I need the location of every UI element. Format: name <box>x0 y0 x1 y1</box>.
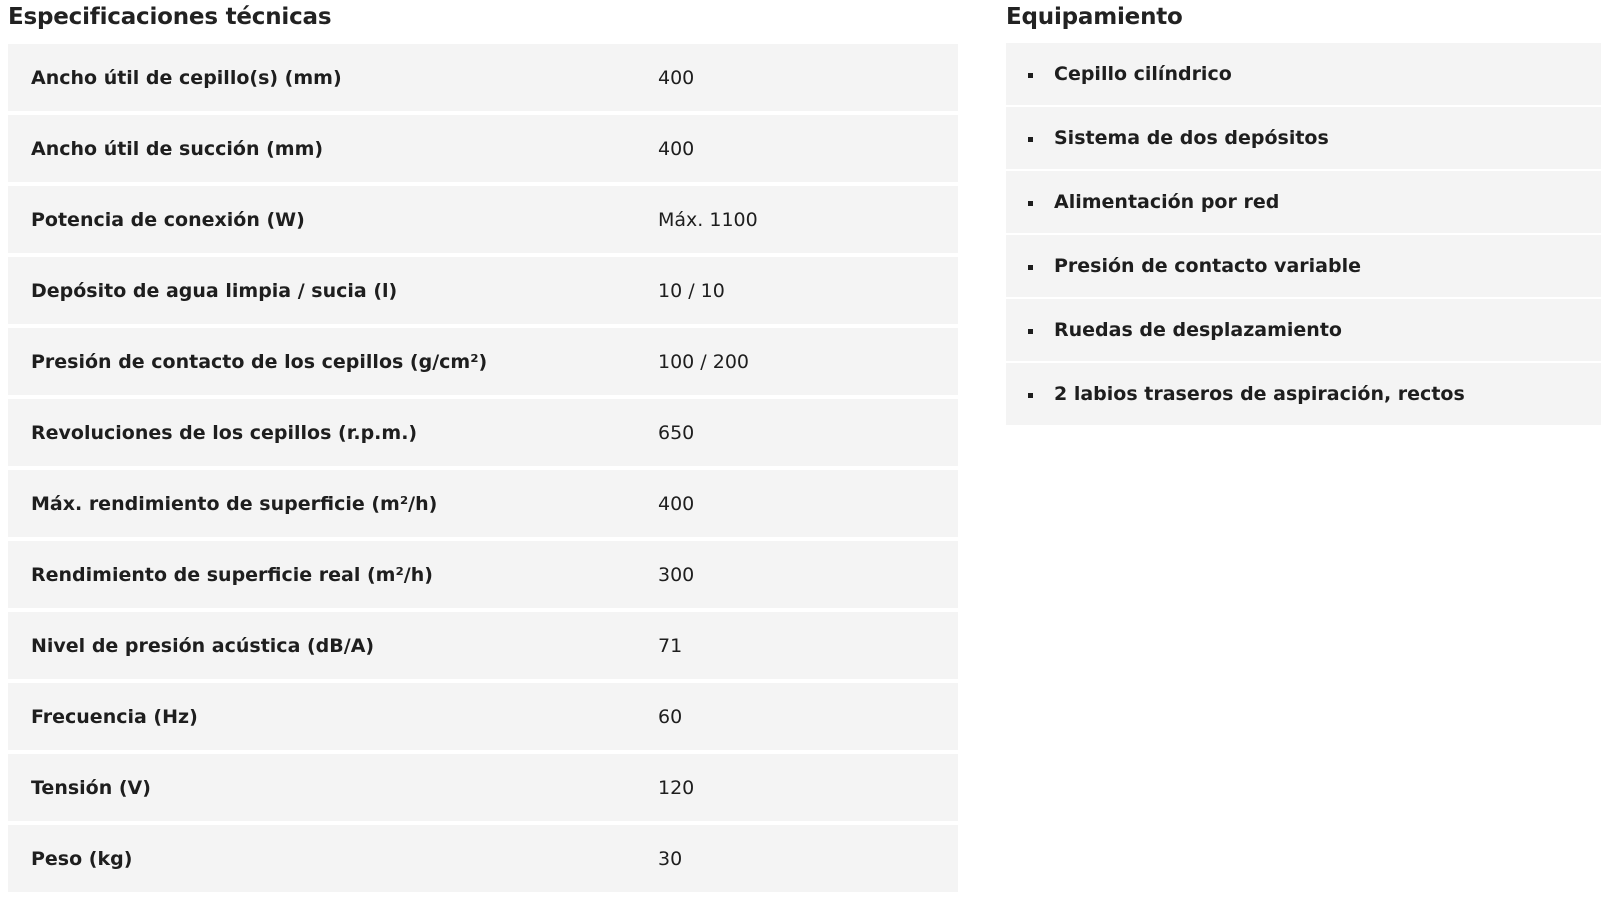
list-item <box>1006 43 1601 105</box>
spec-label: Revoluciones de los cepillos (r.p.m.) <box>31 421 418 444</box>
bullet-icon <box>1028 201 1033 206</box>
equipment-label: Presión de contacto variable <box>1054 255 1361 277</box>
list-item <box>1006 107 1601 169</box>
spec-row <box>8 257 958 324</box>
spec-row <box>8 754 958 821</box>
spec-value: 60 <box>658 705 683 728</box>
list-item <box>1006 299 1601 361</box>
spec-row <box>8 541 958 608</box>
spec-label: Rendimiento de superficie real (m²/h) <box>31 563 433 586</box>
spec-value: 10 / 10 <box>658 279 725 302</box>
bullet-icon <box>1028 329 1033 334</box>
spec-label: Presión de contacto de los cepillos (g/cm²) <box>31 350 488 373</box>
spec-label: Ancho útil de succión (mm) <box>31 137 324 160</box>
list-item <box>1006 235 1601 297</box>
bullet-icon <box>1028 393 1033 398</box>
spec-value: 300 <box>658 563 695 586</box>
spec-row <box>8 44 958 111</box>
spec-row <box>8 612 958 679</box>
spec-value: 400 <box>658 137 695 160</box>
spec-value: 400 <box>658 66 695 89</box>
spec-row <box>8 470 958 537</box>
equipment-section <box>1006 0 1601 427</box>
spec-value: Máx. 1100 <box>658 208 758 231</box>
spec-label: Nivel de presión acústica (dB/A) <box>31 634 375 657</box>
equipment-label: Sistema de dos depósitos <box>1054 127 1329 149</box>
spec-value: 71 <box>658 634 683 657</box>
bullet-icon <box>1028 265 1033 270</box>
spec-row <box>8 399 958 466</box>
equipment-list <box>1006 43 1601 425</box>
spec-label: Peso (kg) <box>31 847 133 870</box>
spec-row <box>8 115 958 182</box>
spec-value: 100 / 200 <box>658 350 750 373</box>
equipment-label: 2 labios traseros de aspiración, rectos <box>1054 383 1465 405</box>
spec-row <box>8 186 958 253</box>
spec-row <box>8 683 958 750</box>
spec-value: 120 <box>658 776 695 799</box>
spec-value: 400 <box>658 492 695 515</box>
list-item <box>1006 363 1601 425</box>
specs-table <box>8 44 958 892</box>
spec-label: Frecuencia (Hz) <box>31 705 198 728</box>
spec-label: Máx. rendimiento de superficie (m²/h) <box>31 492 438 515</box>
bullet-icon <box>1028 73 1033 78</box>
equipment-title: Equipamiento <box>1006 4 1183 30</box>
list-item <box>1006 171 1601 233</box>
specs-title: Especificaciones técnicas <box>8 4 332 30</box>
bullet-icon <box>1028 137 1033 142</box>
spec-value: 30 <box>658 847 683 870</box>
spec-label: Potencia de conexión (W) <box>31 208 305 231</box>
spec-row <box>8 328 958 395</box>
equipment-label: Alimentación por red <box>1054 191 1280 213</box>
spec-row <box>8 825 958 892</box>
equipment-label: Cepillo cilíndrico <box>1054 63 1232 85</box>
spec-label: Tensión (V) <box>31 776 151 799</box>
spec-label: Ancho útil de cepillo(s) (mm) <box>31 66 342 89</box>
spec-value: 650 <box>658 421 695 444</box>
equipment-label: Ruedas de desplazamiento <box>1054 319 1342 341</box>
spec-label: Depósito de agua limpia / sucia (l) <box>31 279 398 302</box>
technical-specs-section <box>8 0 958 896</box>
